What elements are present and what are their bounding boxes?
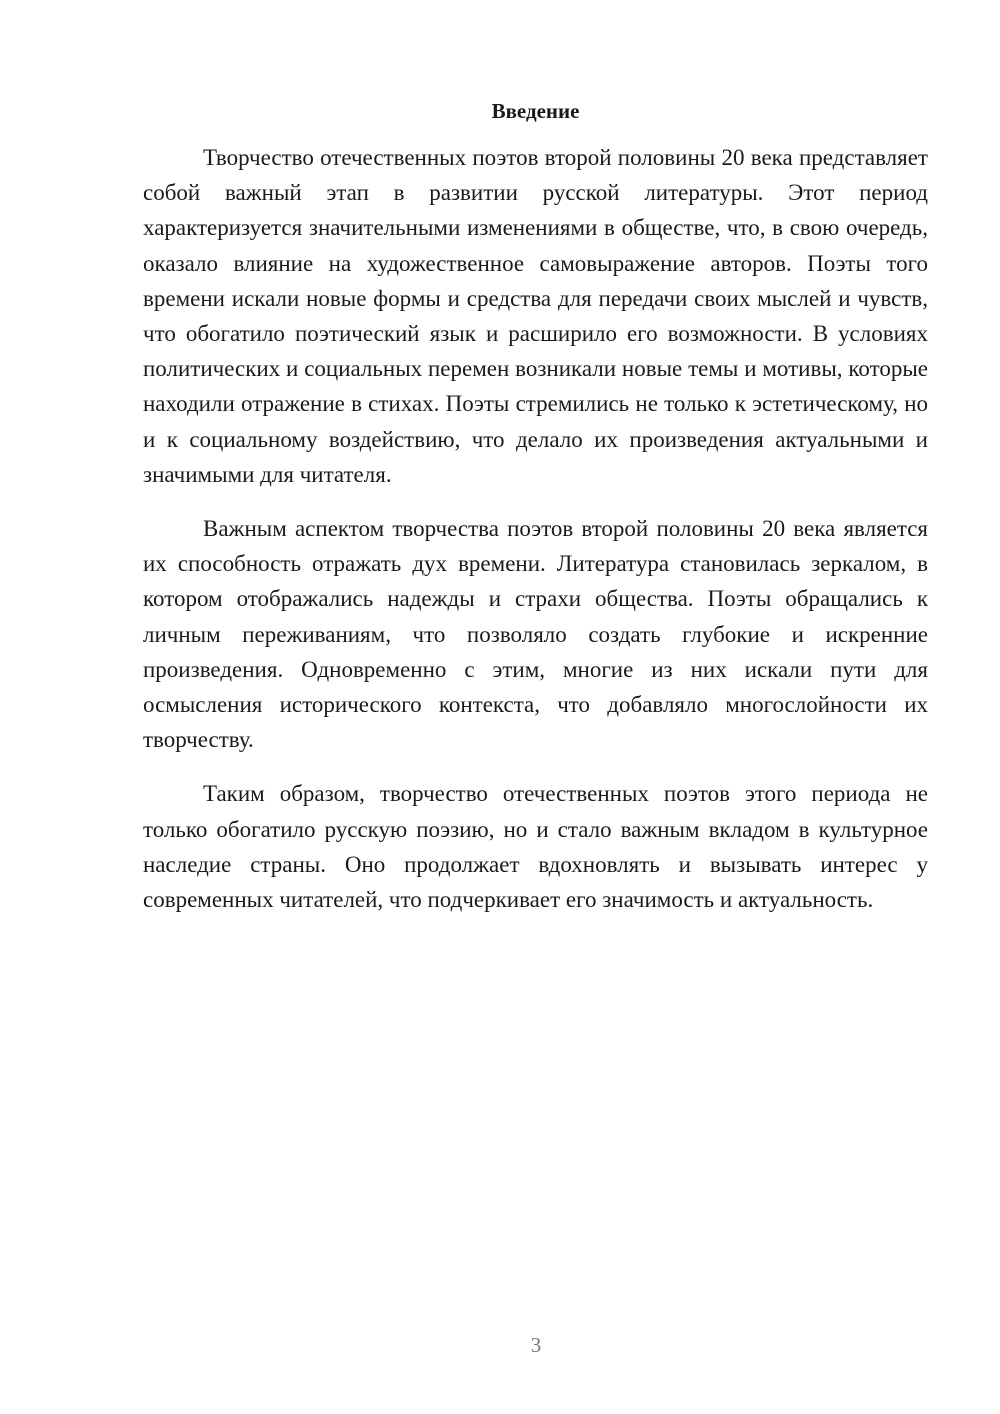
paragraph-2: Важным аспектом творчества поэтов второй половины 20 века является их способность отражать дух времени. Литература становилась зеркалом, в котором отображались надежды и страхи общества. Поэты обращались к личным переживаниям, что позволяло создать глубокие и искренние произведения. Одновременно с этим, многие из них искали пути для осмысления исторического контекста, что добавляло многослойности их творчеству. — [143, 516, 928, 753]
page-number: 3 — [530, 1333, 542, 1357]
paragraph-1: Творчество отечественных поэтов второй половины 20 века представляет собой важный этап в развитии русской литературы. Этот период характеризуется значительными изменениями в обществе, что, в свою очередь, оказало влияние на художественное самовыражение авторов. Поэты того времени искали новые формы и средства для передачи своих мыслей и чувств, что обогатило поэтический язык и расширило его возможности. В условиях политических и социальных перемен возникали новые темы и мотивы, которые находили отражение в стихах. Поэты стремились не только к эстетическому, но и к социальному воздействию, что делало их произведения актуальными и значимыми для читателя. — [143, 145, 928, 487]
body-text — [143, 140, 928, 936]
section-heading: Введение — [491, 99, 580, 123]
paragraph-3: Таким образом, творчество отечественных поэтов этого периода не только обогатило русскую поэзию, но и стало важным вкладом в культурное наследие страны. Оно продолжает вдохновлять и вызывать интерес у современных читателей, что подчеркивает его значимость и актуальность. — [143, 781, 928, 913]
